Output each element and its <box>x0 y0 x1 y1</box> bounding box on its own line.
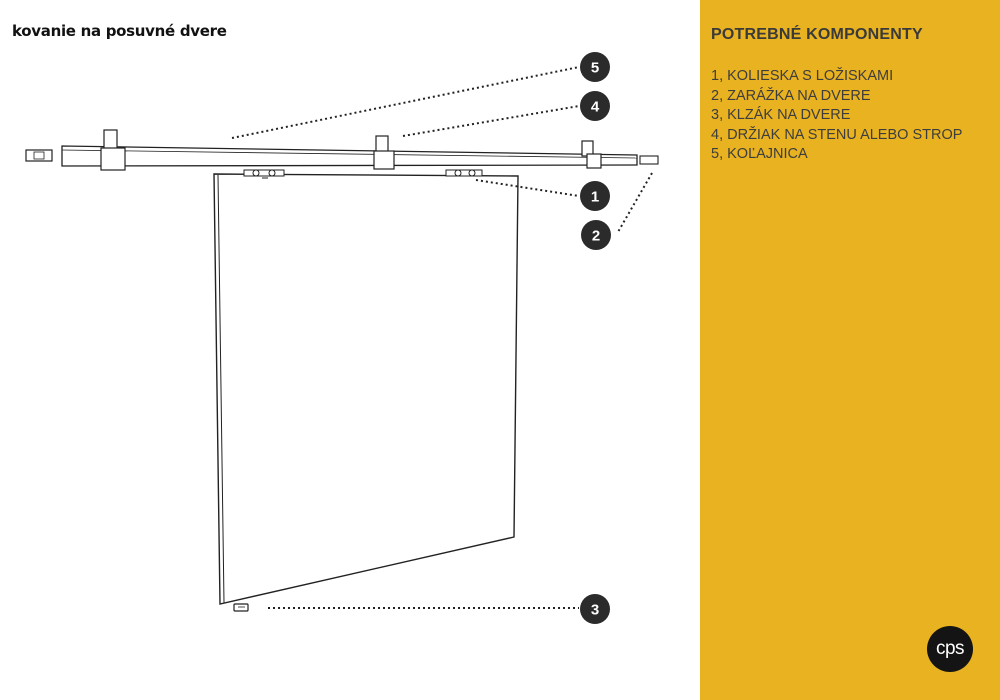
floor-guide <box>234 604 248 611</box>
component-item-5: 5, KOĽAJNICA <box>711 146 808 162</box>
diagram-title: kovanie na posuvné dvere <box>12 22 227 40</box>
svg-text:4: 4 <box>590 98 600 116</box>
leader-line-2 <box>618 173 652 232</box>
svg-text:2: 2 <box>591 227 601 245</box>
svg-text:3: 3 <box>590 601 600 619</box>
rail-end-stop-right <box>640 156 658 164</box>
panel-title: POTREBNÉ KOMPONENTY <box>711 26 923 43</box>
leader-line-5 <box>232 67 579 138</box>
callout-5 <box>580 52 610 82</box>
door-panel <box>214 174 518 604</box>
svg-text:5: 5 <box>590 59 600 77</box>
wall-bracket-2 <box>374 136 394 169</box>
roller-right <box>446 170 482 176</box>
cps-logo: cps <box>927 626 973 672</box>
callout-1 <box>580 181 610 211</box>
component-item-1: 1, KOLIESKA S LOŽISKAMI <box>711 68 894 84</box>
leader-line-4 <box>403 106 579 136</box>
callout-3 <box>580 594 610 624</box>
component-item-4: 4, DRŽIAK NA STENU ALEBO STROP <box>711 126 963 143</box>
callout-2 <box>581 220 611 250</box>
svg-text:1: 1 <box>590 188 600 206</box>
component-list <box>711 67 962 165</box>
component-item-2: 2, ZARÁŽKA NA DVERE <box>711 87 871 104</box>
components-panel <box>700 0 1000 700</box>
component-item-3: 3, KLZÁK NA DVERE <box>711 107 851 123</box>
callout-4 <box>580 91 610 121</box>
wall-bracket-1 <box>101 130 125 170</box>
